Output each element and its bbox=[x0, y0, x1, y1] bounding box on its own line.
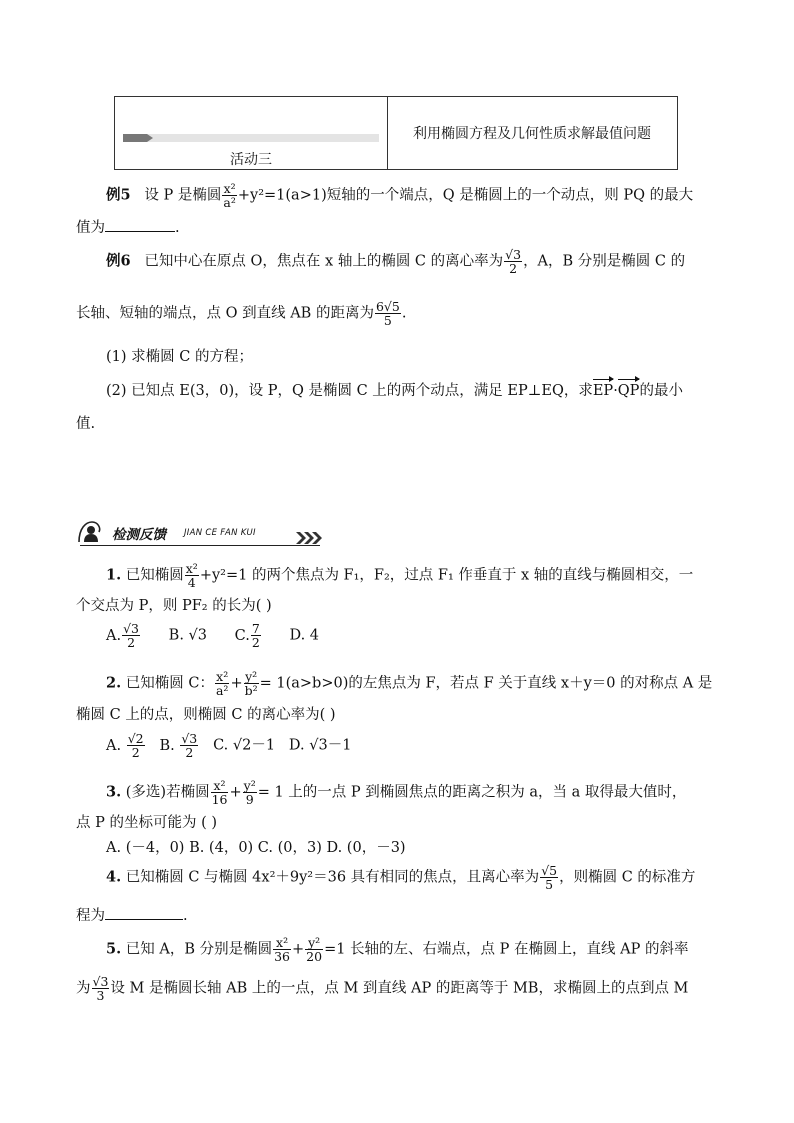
example-6-question-2-end: 值. bbox=[76, 416, 96, 432]
option-c[interactable]: C. $\frac{7}{2}$ bbox=[234, 621, 260, 650]
option-b[interactable]: B. √3 bbox=[168, 627, 208, 644]
problem-1-line-1: 1. 已知椭圆 $\frac{\text{x²}}{4}$ +y²=1 的两个焦点为 F₁，F₂，过点 F₁ 作垂直于 x 轴的直线与椭圆相交，一 bbox=[106, 561, 694, 590]
option-c[interactable]: C. √2－1 bbox=[213, 737, 276, 754]
option-a[interactable]: A. $\frac{√3}{2}$ bbox=[106, 621, 140, 650]
vector-qp: QP bbox=[617, 383, 640, 399]
section-subtitle: JIAN CE FAN KUI bbox=[184, 528, 256, 538]
problem-5-line-1: 5. 已知 A，B 分别是椭圆 $\frac{\text{x²}}{36}$ + $\frac{\text{y²}}{20}$ =1 长轴的左、右端点，点 P 在椭圆上，直线 AP 的斜率 bbox=[106, 935, 689, 964]
fraction: $\frac{\text{x²}}{\text{a²}}$ bbox=[223, 181, 236, 210]
activity-label-cell bbox=[115, 97, 388, 169]
example-5-line-2: 值为 . bbox=[76, 217, 180, 238]
fraction: $\frac{6√5}{5}$ bbox=[375, 299, 400, 328]
section-banner bbox=[76, 518, 326, 546]
activity-title: 利用椭圆方程及几何性质求解最值问题 bbox=[413, 126, 651, 142]
problem-1-line-2: 个交点为 P，则 PF₂ 的长为( ) bbox=[76, 598, 272, 614]
example-5-line-1: 例5 设 P 是椭圆 $\frac{\text{x²}}{\text{a²}}$ +y²=1(a>1)短轴的一个端点，Q 是椭圆上的一个动点，则 PQ 的最大 bbox=[106, 181, 694, 210]
example-6-line-2: 长轴、短轴的端点，点 O 到直线 AB 的距离为 $\frac{6√5}{5}$ . bbox=[76, 299, 407, 328]
example-5-tag: 例5 bbox=[106, 186, 131, 204]
problem-1-options bbox=[106, 622, 319, 649]
problem-2-line-1: 2. 已知椭圆 C： $\frac{\text{x²}}{\text{a²}}$ + $\frac{\text{y²}}{\text{b²}}$ = 1(a>b>0)的左焦点为 F，若点 F 关于直线 x＋y＝0 的对称点 A 是 bbox=[106, 669, 713, 698]
progress-bar-track bbox=[123, 134, 379, 142]
banner-underline bbox=[80, 545, 320, 546]
answer-blank[interactable] bbox=[105, 905, 183, 920]
example-6-question-2: (2) 已知点 E(3，0)，设 P，Q 是椭圆 C 上的两个动点，满足 EP⊥EQ，求EP·QP的最小 bbox=[106, 383, 683, 399]
option-d[interactable]: D. √3－1 bbox=[288, 737, 352, 754]
answer-blank[interactable] bbox=[105, 217, 175, 232]
problem-3-line-1: 3. (多选)若椭圆 $\frac{\text{x²}}{16}$ + $\frac{\text{y²}}{9}$ = 1 上的一点 P 到椭圆焦点的距离之积为 a，当 a 取得最大值时， bbox=[106, 778, 687, 807]
problem-4-line-1: 4. 已知椭圆 C 与椭圆 4x²＋9y²＝36 具有相同的焦点，且离心率为 $\frac{√5}{5}$ ，则椭圆 C 的标准方 bbox=[106, 863, 696, 892]
activity-header bbox=[114, 96, 678, 170]
person-icon bbox=[76, 518, 102, 544]
example-6-line-1: 例6 已知中心在原点 O，焦点在 x 轴上的椭圆 C 的离心率为 $\frac{√3}{2}$ ，A，B 分别是椭圆 C 的 bbox=[106, 247, 686, 276]
option-d[interactable]: D. 4 bbox=[289, 627, 320, 644]
arrow-icon bbox=[147, 134, 153, 142]
problem-3-options: A. (－4，0) B. (4，0) C. (0，3) D. (0，－3) bbox=[106, 840, 406, 856]
vector-ep: EP bbox=[592, 383, 614, 399]
activity-label: 活动三 bbox=[230, 152, 272, 168]
fraction: $\frac{√3}{2}$ bbox=[505, 247, 522, 276]
problem-5-line-2: 为 $\frac{√3}{3}$ 设 M 是椭圆长轴 AB 上的一点，点 M 到直线 AP 的距离等于 MB，求椭圆上的点到点 M bbox=[76, 974, 689, 1003]
fraction: $\frac{\text{x²}}{4}$ bbox=[185, 561, 198, 590]
example-6-question-1: (1) 求椭圆 C 的方程； bbox=[106, 349, 253, 365]
example-6-tag: 例6 bbox=[106, 252, 131, 270]
problem-4-line-2: 程为 . bbox=[76, 905, 188, 926]
problem-2-line-2: 椭圆 C 上的点，则椭圆 C 的离心率为( ) bbox=[76, 707, 336, 723]
double-chevron-icon bbox=[296, 531, 322, 545]
section-title: 检测反馈 bbox=[112, 527, 166, 543]
problem-3-line-2: 点 P 的坐标可能为 ( ) bbox=[76, 815, 218, 831]
option-b[interactable]: B. $\frac{√3}{2}$ bbox=[159, 731, 198, 760]
progress-bar-cap bbox=[123, 134, 147, 142]
problem-2-options bbox=[106, 732, 351, 759]
option-a[interactable]: A. $\frac{√2}{2}$ bbox=[106, 731, 144, 760]
